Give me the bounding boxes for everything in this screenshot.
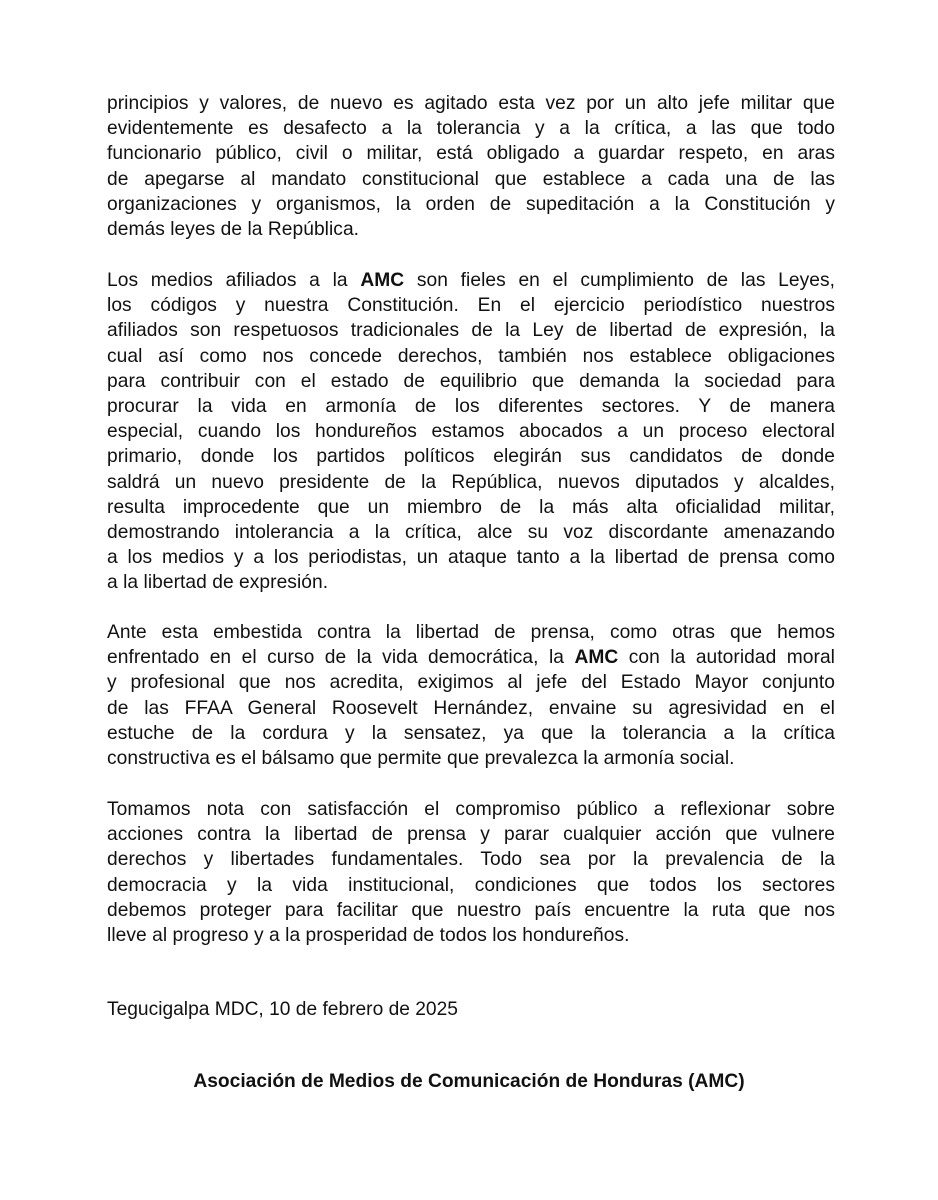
- paragraph-line: democracia y la vida institucional, condiciones que todos los sectores: [107, 874, 835, 896]
- amc-bold: AMC: [360, 270, 405, 291]
- paragraph-line: los códigos y nuestra Constitución. En el ejercicio periodístico nuestros: [107, 295, 835, 317]
- paragraph-line: de apegarse al mandato constitucional que establece a cada una de las: [107, 168, 835, 190]
- paragraph-line: cual así como nos concede derechos, también nos establece obligaciones: [107, 345, 835, 367]
- paragraph-line: resulta improcedente que un miembro de la más alta oficialidad militar,: [107, 496, 835, 518]
- paragraph-3: [107, 620, 835, 771]
- paragraph-line: primario, donde los partidos políticos elegirán sus candidatos de donde: [107, 446, 835, 468]
- paragraph-line: acciones contra la libertad de prensa y parar cualquier acción que vulnere: [107, 824, 835, 846]
- paragraph-line: lleve al progreso y a la prosperidad de todos los hondureños.: [107, 925, 630, 947]
- paragraph-line: saldrá un nuevo presidente de la República, nuevos diputados y alcaldes,: [107, 471, 835, 493]
- paragraph-line: demás leyes de la República.: [107, 219, 360, 241]
- paragraph-line: estuche de la cordura y la sensatez, ya que la tolerancia a la crítica: [107, 722, 835, 744]
- text-run: Los medios afiliados a la: [107, 270, 361, 291]
- paragraph-line: derechos y libertades fundamentales. Todo sea por la prevalencia de la: [107, 849, 835, 871]
- paragraph-line: [107, 645, 835, 670]
- paragraph-line: para contribuir con el estado de equilibrio que demanda la sociedad para: [107, 370, 835, 392]
- paragraph-line: de las FFAA General Roosevelt Hernández, envaine su agresividad en el: [107, 697, 835, 719]
- paragraph-line: y profesional que nos acredita, exigimos al jefe del Estado Mayor conjunto: [107, 672, 835, 694]
- paragraph-line: a la libertad de expresión.: [107, 572, 329, 594]
- paragraph-line: debemos proteger para facilitar que nuestro país encuentre la ruta que nos: [107, 899, 835, 921]
- paragraph-4: [107, 797, 835, 948]
- paragraph-line: especial, cuando los hondureños estamos abocados a un proceso electoral: [107, 421, 835, 443]
- amc-bold: AMC: [574, 647, 619, 669]
- paragraph-line: procurar la vida en armonía de los diferentes sectores. Y de manera: [107, 396, 835, 418]
- paragraph-line: funcionario público, civil o militar, está obligado a guardar respeto, en aras: [107, 143, 835, 165]
- place-date: Tegucigalpa MDC, 10 de febrero de 2025: [107, 999, 458, 1020]
- paragraph-line: afiliados son respetuosos tradicionales de la Ley de libertad de expresión, la: [107, 320, 835, 342]
- text-run: con la autoridad moral: [618, 647, 835, 669]
- text-run: enfrentado en el curso de la vida democrática, la: [107, 647, 575, 669]
- paragraph-line: Ante esta embestida contra la libertad de prensa, como otras que hemos: [107, 622, 835, 643]
- paragraph-line: constructiva es el bálsamo que permite que prevalezca la armonía social.: [107, 748, 735, 770]
- organization-signature: Asociación de Medios de Comunicación de Honduras (AMC): [193, 1071, 745, 1092]
- paragraph-1: [107, 91, 835, 242]
- paragraph-line: Tomamos nota con satisfacción el compromiso público a reflexionar sobre: [107, 799, 835, 820]
- paragraph-line: demostrando intolerancia a la crítica, alce su voz discordante amenazando: [107, 522, 835, 544]
- paragraph-line: principios y valores, de nuevo es agitado esta vez por un alto jefe militar que: [107, 93, 835, 114]
- paragraph-line: organizaciones y organismos, la orden de supeditación a la Constitución y: [107, 193, 835, 215]
- paragraph-line: a los medios y a los periodistas, un ataque tanto a la libertad de prensa como: [107, 547, 835, 569]
- paragraph-line: [107, 268, 835, 293]
- text-run: son fieles en el cumplimiento de las Leyes,: [404, 270, 835, 291]
- paragraph-line: evidentemente es desafecto a la tolerancia y a la crítica, a las que todo: [107, 118, 835, 140]
- paragraph-2: [107, 268, 835, 596]
